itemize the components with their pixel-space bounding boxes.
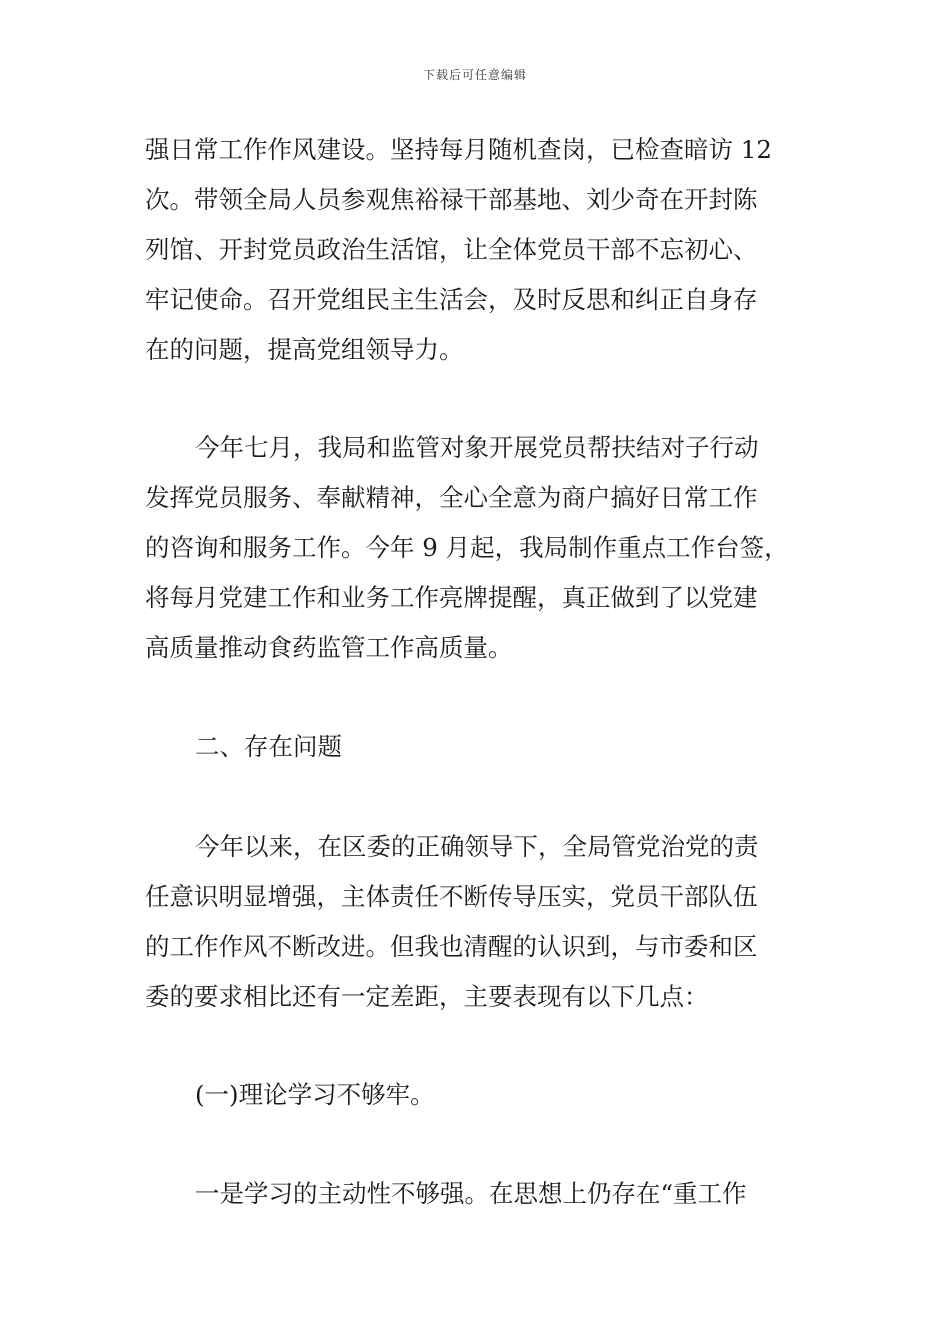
paragraph-line: 次。带领全局人员参观焦裕禄干部基地、刘少奇在开封陈 bbox=[145, 185, 758, 214]
paragraph-line: 牢记使命。召开党组民主生活会，及时反思和纠正自身存 bbox=[145, 285, 758, 314]
paragraph-line: 一是学习的主动性不够强。在思想上仍存在“重工作 bbox=[195, 1179, 747, 1208]
paragraph-line: 高质量推动食药监管工作高质量。 bbox=[145, 633, 513, 662]
paragraph-line: 发挥党员服务、奉献精神，全心全意为商户搞好日常工作 bbox=[145, 483, 758, 512]
paragraph-1 bbox=[145, 125, 807, 375]
paragraph-line: 的工作作风不断改进。但我也清醒的认识到，与市委和区 bbox=[145, 932, 758, 961]
sub-heading bbox=[145, 1070, 807, 1120]
paragraph-line: 列馆、开封党员政治生活馆，让全体党员干部不忘初心、 bbox=[145, 235, 758, 264]
section-heading bbox=[145, 722, 807, 772]
paragraph-line: 任意识明显增强，主体责任不断传导压实，党员干部队伍 bbox=[145, 882, 758, 911]
paragraph-4 bbox=[145, 1169, 807, 1219]
page-header-note: 下载后可任意编辑 bbox=[422, 68, 527, 82]
paragraph-2 bbox=[145, 423, 807, 673]
paragraph-line: 强日常工作作风建设。坚持每月随机查岗，已检查暗访 12 bbox=[145, 135, 772, 164]
section-heading-text: 二、存在问题 bbox=[195, 732, 342, 761]
paragraph-3 bbox=[145, 822, 807, 1022]
paragraph-line: 今年七月，我局和监管对象开展党员帮扶结对子行动 bbox=[195, 433, 759, 462]
paragraph-line: 将每月党建工作和业务工作亮牌提醒，真正做到了以党建 bbox=[145, 583, 758, 612]
sub-heading-text: (一)理论学习不够牢。 bbox=[195, 1080, 435, 1109]
paragraph-line: 在的问题，提高党组领导力。 bbox=[145, 335, 464, 364]
paragraph-line: 的咨询和服务工作。今年 9 月起，我局制作重点工作台签， bbox=[145, 533, 789, 562]
paragraph-line: 委的要求相比还有一定差距，主要表现有以下几点： bbox=[145, 982, 709, 1011]
paragraph-line: 今年以来，在区委的正确领导下，全局管党治党的责 bbox=[195, 832, 759, 861]
